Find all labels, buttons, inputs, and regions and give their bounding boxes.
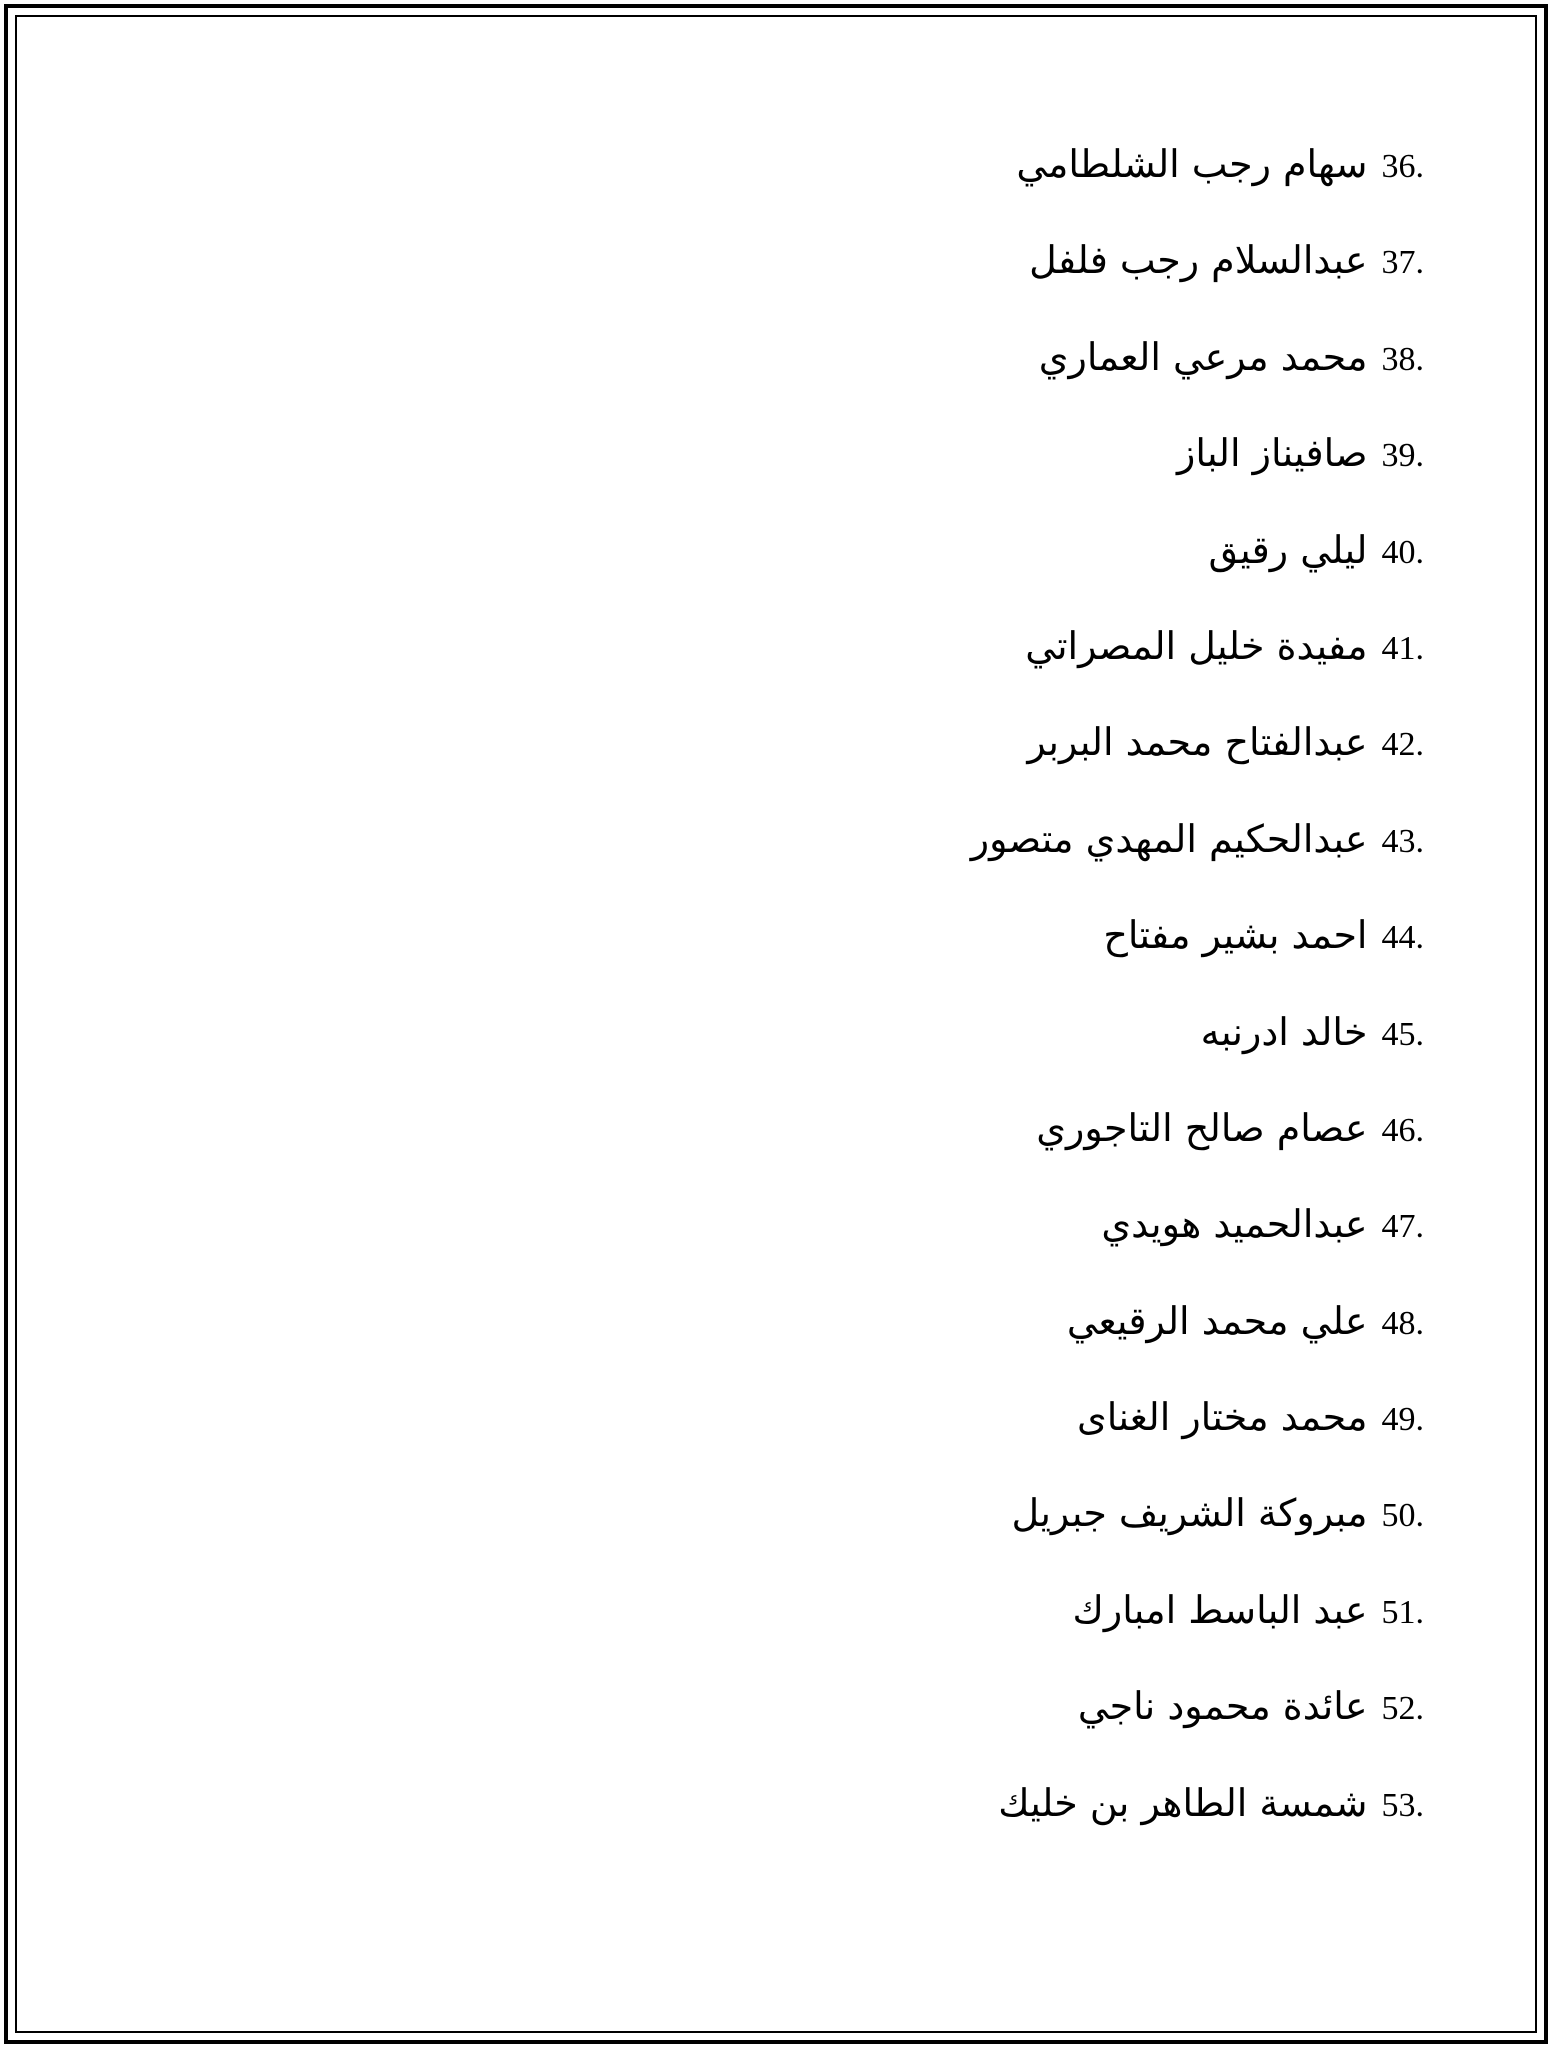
item-name: ليلي رقيق [1208, 527, 1368, 572]
item-name: محمد مختار الغناى [1077, 1395, 1368, 1440]
item-number: 38. [1381, 340, 1424, 378]
item-number: 47. [1381, 1208, 1424, 1246]
item-number: 48. [1381, 1304, 1424, 1342]
list-item [524, 616, 1424, 712]
list-item [524, 327, 1424, 423]
item-name: عبد الباسط امبارك [1072, 1587, 1368, 1632]
item-name: شمسة الطاهر بن خليك [998, 1780, 1368, 1825]
list-item [524, 1194, 1424, 1290]
item-number: 44. [1381, 919, 1424, 957]
item-number: 43. [1381, 822, 1424, 860]
name-list [524, 134, 1424, 1869]
list-item [524, 1580, 1424, 1676]
item-name: عبدالسلام رجب فلفل [1029, 238, 1368, 283]
item-name: عبدالفتاح محمد البربر [1027, 720, 1368, 765]
item-name: محمد مرعي العماري [1038, 334, 1368, 379]
list-item [524, 1387, 1424, 1483]
item-name: عصام صالح التاجوري [1036, 1105, 1368, 1150]
list-item [524, 520, 1424, 616]
list-item [524, 1676, 1424, 1772]
item-name: علي محمد الرقيعي [1066, 1298, 1368, 1343]
item-name: مفيدة خليل المصراتي [1025, 623, 1368, 668]
list-item [524, 1098, 1424, 1194]
list-item [524, 712, 1424, 808]
list-item [524, 423, 1424, 519]
item-number: 36. [1381, 148, 1424, 185]
item-name: عبدالحكيم المهدي متصور [970, 816, 1368, 861]
item-name: خالد ادرنبه [1200, 1009, 1368, 1054]
item-name: عائدة محمود ناجي [1077, 1684, 1368, 1729]
item-number: 50. [1381, 1497, 1424, 1535]
list-item [524, 1002, 1424, 1098]
item-number: 39. [1381, 437, 1424, 475]
item-name: مبروكة الشريف جبريل [1011, 1491, 1368, 1536]
item-number: 37. [1381, 244, 1424, 282]
item-name: احمد بشير مفتاح [1103, 913, 1368, 958]
item-number: 51. [1381, 1593, 1424, 1631]
item-name: سهام رجب الشلطامي [1016, 142, 1368, 186]
list-item [524, 1483, 1424, 1579]
item-number: 46. [1381, 1111, 1424, 1149]
list-item [524, 230, 1424, 326]
item-number: 40. [1381, 533, 1424, 571]
item-number: 42. [1381, 726, 1424, 764]
list-item [524, 134, 1424, 230]
item-number: 49. [1381, 1401, 1424, 1439]
item-number: 41. [1381, 629, 1424, 667]
list-item [524, 1291, 1424, 1387]
list-item [524, 1773, 1424, 1869]
item-name: صافيناز الباز [1177, 431, 1368, 476]
item-number: 52. [1381, 1690, 1424, 1728]
item-number: 53. [1381, 1786, 1424, 1824]
item-number: 45. [1381, 1015, 1424, 1053]
list-item [524, 905, 1424, 1001]
list-item [524, 809, 1424, 905]
item-name: عبدالحميد هويدي [1101, 1202, 1368, 1247]
